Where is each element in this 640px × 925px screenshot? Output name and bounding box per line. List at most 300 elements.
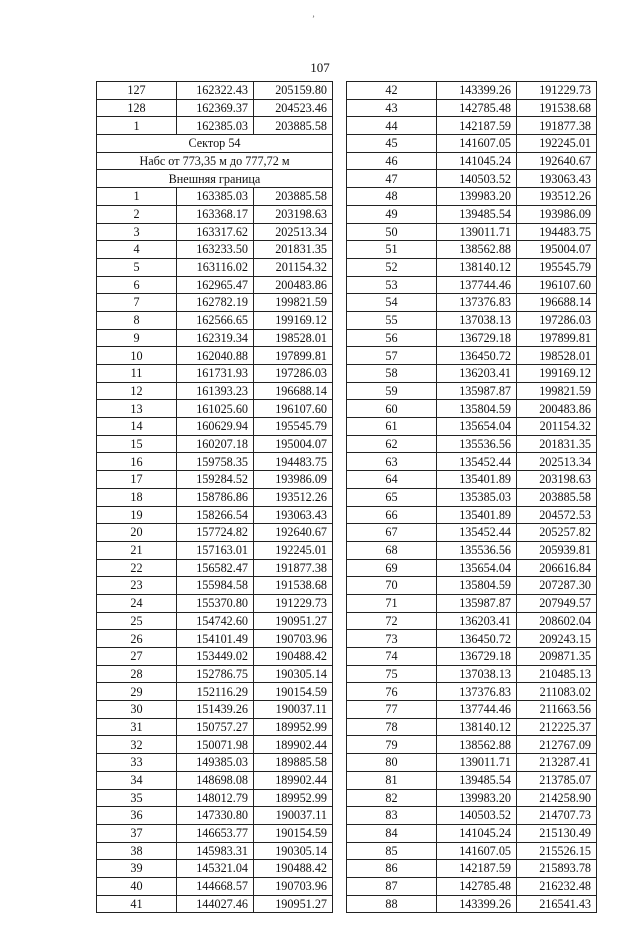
coordinates-table-right	[346, 81, 597, 913]
coord-x: 148698.08	[177, 771, 254, 789]
point-number: 56	[347, 329, 437, 347]
coord-y: 195004.07	[254, 435, 333, 453]
table-row	[347, 471, 597, 489]
coord-y: 198528.01	[517, 347, 597, 365]
coord-y: 199169.12	[254, 311, 333, 329]
table-row	[97, 559, 333, 577]
table-row	[347, 807, 597, 825]
coord-x: 135987.87	[437, 594, 517, 612]
table-row	[97, 860, 333, 878]
coord-x: 147330.80	[177, 807, 254, 825]
point-number: 10	[97, 347, 177, 365]
coord-x: 135385.03	[437, 488, 517, 506]
table-row	[347, 241, 597, 259]
coord-x: 141045.24	[437, 152, 517, 170]
table-row	[347, 294, 597, 312]
coord-x: 161731.93	[177, 365, 254, 383]
coord-y: 209871.35	[517, 648, 597, 666]
coord-x: 136450.72	[437, 347, 517, 365]
table-row	[97, 506, 333, 524]
point-number: 11	[97, 365, 177, 383]
coord-y: 194483.75	[517, 223, 597, 241]
table-row	[347, 453, 597, 471]
coord-x: 141607.05	[437, 135, 517, 153]
coord-x: 139983.20	[437, 188, 517, 206]
coord-y: 189902.44	[254, 771, 333, 789]
coord-x: 154101.49	[177, 630, 254, 648]
table-row	[97, 842, 333, 860]
point-number: 20	[97, 524, 177, 542]
table-row	[97, 223, 333, 241]
coord-x: 137376.83	[437, 294, 517, 312]
coord-x: 162385.03	[177, 117, 254, 135]
point-number: 5	[97, 258, 177, 276]
point-number: 16	[97, 453, 177, 471]
coord-y: 211663.56	[517, 701, 597, 719]
point-number: 13	[97, 400, 177, 418]
coord-x: 157724.82	[177, 524, 254, 542]
coord-x: 137376.83	[437, 683, 517, 701]
table-row	[347, 594, 597, 612]
coord-y: 193063.43	[517, 170, 597, 188]
coord-x: 157163.01	[177, 541, 254, 559]
table-row	[347, 842, 597, 860]
table-row	[97, 895, 333, 913]
boundary-label: Внешняя граница	[97, 170, 333, 188]
point-number: 66	[347, 506, 437, 524]
table-row	[347, 365, 597, 383]
point-number: 39	[97, 860, 177, 878]
coord-x: 137744.46	[437, 276, 517, 294]
coord-x: 148012.79	[177, 789, 254, 807]
coord-x: 162566.65	[177, 311, 254, 329]
table-row	[97, 82, 333, 100]
point-number: 79	[347, 736, 437, 754]
table-row	[97, 754, 333, 772]
point-number: 6	[97, 276, 177, 294]
point-number: 33	[97, 754, 177, 772]
point-number: 1	[97, 188, 177, 206]
coord-y: 192640.67	[517, 152, 597, 170]
point-number: 19	[97, 506, 177, 524]
point-number: 31	[97, 718, 177, 736]
table-row	[347, 683, 597, 701]
table-row	[97, 400, 333, 418]
coord-y: 205939.81	[517, 541, 597, 559]
point-number: 68	[347, 541, 437, 559]
point-number: 70	[347, 577, 437, 595]
coord-y: 203885.58	[254, 117, 333, 135]
coord-x: 135401.89	[437, 471, 517, 489]
coord-y: 201154.32	[517, 418, 597, 436]
table-row	[97, 258, 333, 276]
coord-y: 197286.03	[254, 365, 333, 383]
coord-x: 143399.26	[437, 82, 517, 100]
point-number: 54	[347, 294, 437, 312]
coord-y: 205159.80	[254, 82, 333, 100]
coord-y: 191538.68	[254, 577, 333, 595]
coord-x: 163368.17	[177, 205, 254, 223]
table-row	[97, 205, 333, 223]
coord-y: 199821.59	[254, 294, 333, 312]
coord-x: 136203.41	[437, 365, 517, 383]
point-number: 25	[97, 612, 177, 630]
coord-y: 190488.42	[254, 860, 333, 878]
coord-x: 162322.43	[177, 82, 254, 100]
coord-x: 156582.47	[177, 559, 254, 577]
table-row	[347, 506, 597, 524]
point-number: 48	[347, 188, 437, 206]
point-number: 71	[347, 594, 437, 612]
coord-x: 138140.12	[437, 718, 517, 736]
table-row	[97, 488, 333, 506]
coord-y: 201831.35	[254, 241, 333, 259]
coord-y: 215130.49	[517, 824, 597, 842]
coord-x: 154742.60	[177, 612, 254, 630]
sector-title: Сектор 54	[97, 135, 333, 153]
point-number: 14	[97, 418, 177, 436]
table-row	[97, 648, 333, 666]
coord-x: 136203.41	[437, 612, 517, 630]
coord-x: 144668.57	[177, 877, 254, 895]
coord-y: 190951.27	[254, 612, 333, 630]
coord-y: 206616.84	[517, 559, 597, 577]
coord-x: 135804.59	[437, 577, 517, 595]
table-row	[347, 524, 597, 542]
coord-x: 159284.52	[177, 471, 254, 489]
table-row	[97, 471, 333, 489]
table-row	[347, 665, 597, 683]
coord-y: 214707.73	[517, 807, 597, 825]
coord-y: 210485.13	[517, 665, 597, 683]
point-number: 57	[347, 347, 437, 365]
point-number: 78	[347, 718, 437, 736]
table-row	[347, 223, 597, 241]
table-row	[347, 99, 597, 117]
coord-y: 193512.26	[254, 488, 333, 506]
coord-x: 139011.71	[437, 223, 517, 241]
point-number: 87	[347, 877, 437, 895]
coord-x: 163233.50	[177, 241, 254, 259]
table-row	[97, 453, 333, 471]
coord-x: 152116.29	[177, 683, 254, 701]
coord-x: 150071.98	[177, 736, 254, 754]
point-number: 58	[347, 365, 437, 383]
coord-x: 135452.44	[437, 453, 517, 471]
coord-y: 190037.11	[254, 701, 333, 719]
coord-y: 207287.30	[517, 577, 597, 595]
table-row	[97, 382, 333, 400]
table-row	[347, 895, 597, 913]
point-number: 45	[347, 135, 437, 153]
coord-y: 190037.11	[254, 807, 333, 825]
coord-y: 195545.79	[254, 418, 333, 436]
coord-x: 135401.89	[437, 506, 517, 524]
point-number: 34	[97, 771, 177, 789]
point-number: 3	[97, 223, 177, 241]
table-row	[347, 382, 597, 400]
table-row	[347, 860, 597, 878]
point-number: 43	[347, 99, 437, 117]
table-row	[97, 365, 333, 383]
point-number: 1	[97, 117, 177, 135]
coord-y: 189885.58	[254, 754, 333, 772]
point-number: 17	[97, 471, 177, 489]
coord-x: 144027.46	[177, 895, 254, 913]
coord-y: 204572.53	[517, 506, 597, 524]
point-number: 38	[97, 842, 177, 860]
table-row	[347, 117, 597, 135]
table-row	[97, 701, 333, 719]
table-row	[347, 435, 597, 453]
sector-height-row	[97, 152, 333, 170]
point-number: 2	[97, 205, 177, 223]
coord-x: 153449.02	[177, 648, 254, 666]
point-number: 73	[347, 630, 437, 648]
coord-y: 212767.09	[517, 736, 597, 754]
table-row	[347, 824, 597, 842]
coord-x: 152786.75	[177, 665, 254, 683]
table-row	[347, 789, 597, 807]
table-row	[97, 329, 333, 347]
point-number: 28	[97, 665, 177, 683]
table-row	[347, 577, 597, 595]
coord-y: 203198.63	[254, 205, 333, 223]
coord-x: 163116.02	[177, 258, 254, 276]
coord-y: 191229.73	[254, 594, 333, 612]
point-number: 15	[97, 435, 177, 453]
coord-x: 136729.18	[437, 329, 517, 347]
table-row	[347, 329, 597, 347]
coord-x: 135536.56	[437, 541, 517, 559]
point-number: 24	[97, 594, 177, 612]
table-row	[347, 82, 597, 100]
coord-x: 138562.88	[437, 736, 517, 754]
point-number: 127	[97, 82, 177, 100]
table-row	[347, 311, 597, 329]
coord-y: 191877.38	[517, 117, 597, 135]
point-number: 29	[97, 683, 177, 701]
coord-x: 162319.34	[177, 329, 254, 347]
point-number: 63	[347, 453, 437, 471]
point-number: 55	[347, 311, 437, 329]
point-number: 51	[347, 241, 437, 259]
coord-y: 203885.58	[254, 188, 333, 206]
table-row	[347, 612, 597, 630]
coord-y: 192245.01	[254, 541, 333, 559]
coord-x: 161025.60	[177, 400, 254, 418]
coord-y: 195004.07	[517, 241, 597, 259]
table-row	[97, 789, 333, 807]
point-number: 76	[347, 683, 437, 701]
point-number: 83	[347, 807, 437, 825]
coord-x: 135654.04	[437, 559, 517, 577]
table-row	[347, 771, 597, 789]
coord-y: 190488.42	[254, 648, 333, 666]
coord-y: 212225.37	[517, 718, 597, 736]
point-number: 40	[97, 877, 177, 895]
page-number: 107	[310, 60, 330, 75]
coord-y: 193063.43	[254, 506, 333, 524]
point-number: 7	[97, 294, 177, 312]
coord-y: 190703.96	[254, 630, 333, 648]
table-row	[97, 117, 333, 135]
coord-y: 196107.60	[254, 400, 333, 418]
coord-x: 135536.56	[437, 435, 517, 453]
point-number: 23	[97, 577, 177, 595]
coord-x: 163385.03	[177, 188, 254, 206]
coord-x: 141607.05	[437, 842, 517, 860]
coord-y: 199821.59	[517, 382, 597, 400]
coord-y: 193512.26	[517, 188, 597, 206]
sector-height-range: Набс от 773,35 м до 777,72 м	[97, 152, 333, 170]
point-number: 82	[347, 789, 437, 807]
point-number: 72	[347, 612, 437, 630]
point-number: 75	[347, 665, 437, 683]
point-number: 84	[347, 824, 437, 842]
coord-x: 161393.23	[177, 382, 254, 400]
table-row	[347, 258, 597, 276]
point-number: 52	[347, 258, 437, 276]
point-number: 42	[347, 82, 437, 100]
coord-x: 137038.13	[437, 311, 517, 329]
coord-x: 162965.47	[177, 276, 254, 294]
coord-x: 145321.04	[177, 860, 254, 878]
coord-y: 193986.09	[517, 205, 597, 223]
table-row	[97, 311, 333, 329]
coord-x: 143399.26	[437, 895, 517, 913]
sector-header	[97, 135, 333, 188]
coord-y: 190154.59	[254, 683, 333, 701]
coord-y: 215893.78	[517, 860, 597, 878]
coord-y: 201831.35	[517, 435, 597, 453]
table-row	[347, 400, 597, 418]
point-number: 46	[347, 152, 437, 170]
table-row	[97, 630, 333, 648]
coord-y: 192640.67	[254, 524, 333, 542]
table-row	[347, 188, 597, 206]
boundary-label-row	[97, 170, 333, 188]
coord-x: 135804.59	[437, 400, 517, 418]
coord-y: 207949.57	[517, 594, 597, 612]
table-row	[97, 771, 333, 789]
point-number: 53	[347, 276, 437, 294]
coord-y: 192245.01	[517, 135, 597, 153]
coord-x: 140503.52	[437, 807, 517, 825]
point-number: 47	[347, 170, 437, 188]
point-number: 80	[347, 754, 437, 772]
point-number: 59	[347, 382, 437, 400]
table-row	[97, 736, 333, 754]
coord-x: 151439.26	[177, 701, 254, 719]
table-row	[97, 294, 333, 312]
table-row	[347, 152, 597, 170]
point-number: 67	[347, 524, 437, 542]
point-number: 69	[347, 559, 437, 577]
table-row	[347, 347, 597, 365]
point-number: 88	[347, 895, 437, 913]
coord-x: 139983.20	[437, 789, 517, 807]
coord-x: 138562.88	[437, 241, 517, 259]
coord-y: 201154.32	[254, 258, 333, 276]
point-number: 64	[347, 471, 437, 489]
table-row	[347, 736, 597, 754]
table-row	[97, 347, 333, 365]
table-row	[347, 418, 597, 436]
point-number: 22	[97, 559, 177, 577]
point-number: 85	[347, 842, 437, 860]
point-number: 49	[347, 205, 437, 223]
coord-y: 215526.15	[517, 842, 597, 860]
table-row	[97, 877, 333, 895]
coord-x: 145983.31	[177, 842, 254, 860]
table-row	[347, 648, 597, 666]
coord-y: 191229.73	[517, 82, 597, 100]
table-row	[97, 435, 333, 453]
point-number: 74	[347, 648, 437, 666]
coord-y: 190305.14	[254, 842, 333, 860]
table-row	[97, 683, 333, 701]
coord-x: 139485.54	[437, 771, 517, 789]
coord-x: 142785.48	[437, 877, 517, 895]
table-row	[97, 418, 333, 436]
coord-x: 155370.80	[177, 594, 254, 612]
left-top-rows	[97, 82, 333, 135]
coord-y: 200483.86	[517, 400, 597, 418]
point-number: 37	[97, 824, 177, 842]
coord-x: 136450.72	[437, 630, 517, 648]
table-row	[97, 718, 333, 736]
point-number: 60	[347, 400, 437, 418]
coord-y: 211083.02	[517, 683, 597, 701]
coord-y: 195545.79	[517, 258, 597, 276]
coord-y: 208602.04	[517, 612, 597, 630]
point-number: 18	[97, 488, 177, 506]
coord-y: 190154.59	[254, 824, 333, 842]
coord-x: 159758.35	[177, 453, 254, 471]
point-number: 77	[347, 701, 437, 719]
coord-y: 191538.68	[517, 99, 597, 117]
point-number: 41	[97, 895, 177, 913]
table-row	[97, 241, 333, 259]
coord-y: 203198.63	[517, 471, 597, 489]
coord-x: 141045.24	[437, 824, 517, 842]
coord-y: 193986.09	[254, 471, 333, 489]
coord-y: 200483.86	[254, 276, 333, 294]
coord-y: 190305.14	[254, 665, 333, 683]
coord-y: 189952.99	[254, 718, 333, 736]
left-boundary-rows	[97, 188, 333, 913]
point-number: 61	[347, 418, 437, 436]
table-row	[97, 824, 333, 842]
point-number: 27	[97, 648, 177, 666]
coord-x: 160629.94	[177, 418, 254, 436]
coord-x: 150757.27	[177, 718, 254, 736]
coord-y: 189952.99	[254, 789, 333, 807]
coord-x: 163317.62	[177, 223, 254, 241]
point-number: 26	[97, 630, 177, 648]
coord-y: 191877.38	[254, 559, 333, 577]
table-row	[97, 577, 333, 595]
coord-y: 214258.90	[517, 789, 597, 807]
coord-y: 209243.15	[517, 630, 597, 648]
coord-y: 196688.14	[517, 294, 597, 312]
point-number: 81	[347, 771, 437, 789]
coord-y: 205257.82	[517, 524, 597, 542]
coord-y: 216232.48	[517, 877, 597, 895]
point-number: 50	[347, 223, 437, 241]
point-number: 8	[97, 311, 177, 329]
